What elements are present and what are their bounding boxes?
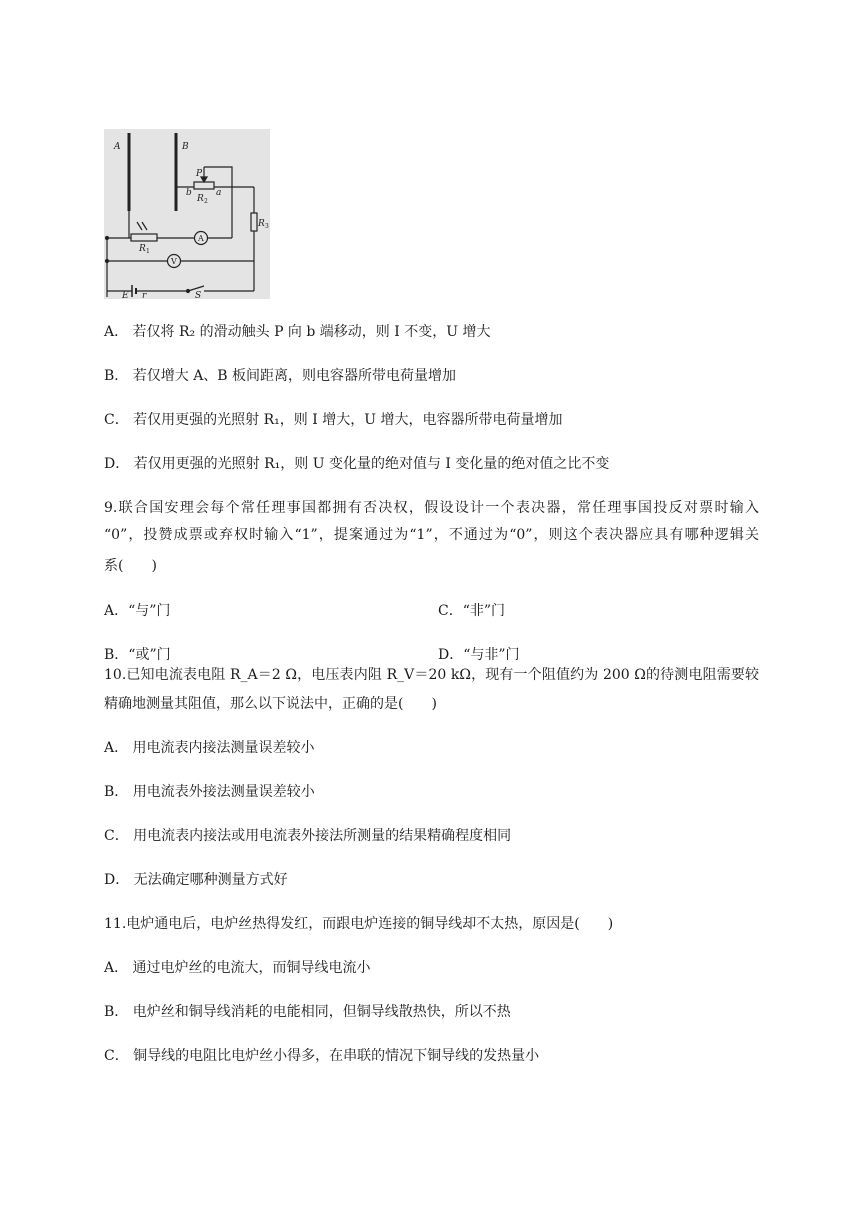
label-r2-sub: 2 bbox=[204, 198, 208, 205]
label-a: a bbox=[216, 188, 222, 198]
ammeter-label: A bbox=[198, 234, 204, 243]
q9-option-b: B．“或”门 bbox=[104, 647, 171, 663]
q10-option-c: C． 用电流表内接法或用电流表外接法所测量的结果精确程度相同 bbox=[104, 828, 512, 844]
q9-option-c: C．“非”门 bbox=[438, 603, 506, 619]
label-p: P bbox=[196, 169, 203, 179]
label-b: b bbox=[186, 188, 192, 198]
label-r3-sub: 3 bbox=[265, 223, 269, 230]
label-r1-sub: 1 bbox=[146, 248, 150, 255]
q9-stem-line-3: 系( ) bbox=[104, 558, 157, 574]
q10-stem-line-1: 10.已知电流表电阻 R_A＝2 Ω，电压表内阻 R_V＝20 kΩ，现有一个阻值约为 200 Ω的待测电阻需要较 bbox=[104, 667, 759, 683]
q10-option-a: A． 用电流表内接法测量误差较小 bbox=[104, 740, 315, 756]
label-r: r bbox=[142, 291, 147, 299]
q8-option-a: A． 若仅将 R₂ 的滑动触头 P 向 b 端移动，则 I 不变，U 增大 bbox=[104, 324, 491, 340]
q10-option-d: D． 无法确定哪种测量方式好 bbox=[104, 872, 288, 888]
q11-option-b: B． 电炉丝和铜导线消耗的电能相同，但铜导线散热快，所以不热 bbox=[104, 1004, 511, 1020]
photo-resistor-r1 bbox=[131, 234, 157, 241]
label-plate-a: A bbox=[114, 142, 121, 152]
label-e: E bbox=[122, 291, 129, 299]
label-r1: R bbox=[139, 244, 146, 254]
label-plate-b: B bbox=[182, 142, 189, 152]
circuit-figure bbox=[104, 129, 270, 299]
q9-option-a: A．“与”门 bbox=[104, 603, 171, 619]
q9-stem-line-2: “0”，投赞成票或弃权时输入“1”，提案通过为“1”，不通过为“0”，则这个表决器应具有哪种逻辑关 bbox=[104, 527, 759, 543]
q11-option-c: C． 铜导线的电阻比电炉丝小得多，在串联的情况下铜导线的发热量小 bbox=[104, 1048, 540, 1064]
label-r3: R bbox=[258, 219, 265, 229]
circuit-diagram bbox=[104, 129, 270, 299]
q9-stem-line-1: 9.联合国安理会每个常任理事国都拥有否决权，假设设计一个表决器，常任理事国投反对票时输入 bbox=[104, 500, 759, 516]
voltmeter-label: V bbox=[171, 257, 177, 266]
q8-option-d: D． 若仅用更强的光照射 R₁，则 U 变化量的绝对值与 I 变化量的绝对值之比不变 bbox=[104, 456, 610, 472]
q9-option-d: D．“与非”门 bbox=[438, 647, 520, 663]
q10-option-b: B． 用电流表外接法测量误差较小 bbox=[104, 784, 315, 800]
q8-option-c: C． 若仅用更强的光照射 R₁，则 I 增大，U 增大，电容器所带电荷量增加 bbox=[104, 412, 563, 428]
q11-option-a: A． 通过电炉丝的电流大，而铜导线电流小 bbox=[104, 960, 371, 976]
q10-stem-line-2: 精确地测量其阻值，那么以下说法中，正确的是( ) bbox=[104, 696, 437, 712]
q11-stem: 11.电炉通电后，电炉丝热得发红，而跟电炉连接的铜导线却不太热，原因是( ) bbox=[104, 916, 614, 932]
label-r2: R bbox=[197, 194, 204, 204]
resistor-r3 bbox=[251, 213, 257, 231]
q8-option-b: B． 若仅增大 A、B 板间距离，则电容器所带电荷量增加 bbox=[104, 368, 457, 384]
label-s: S bbox=[195, 291, 202, 299]
